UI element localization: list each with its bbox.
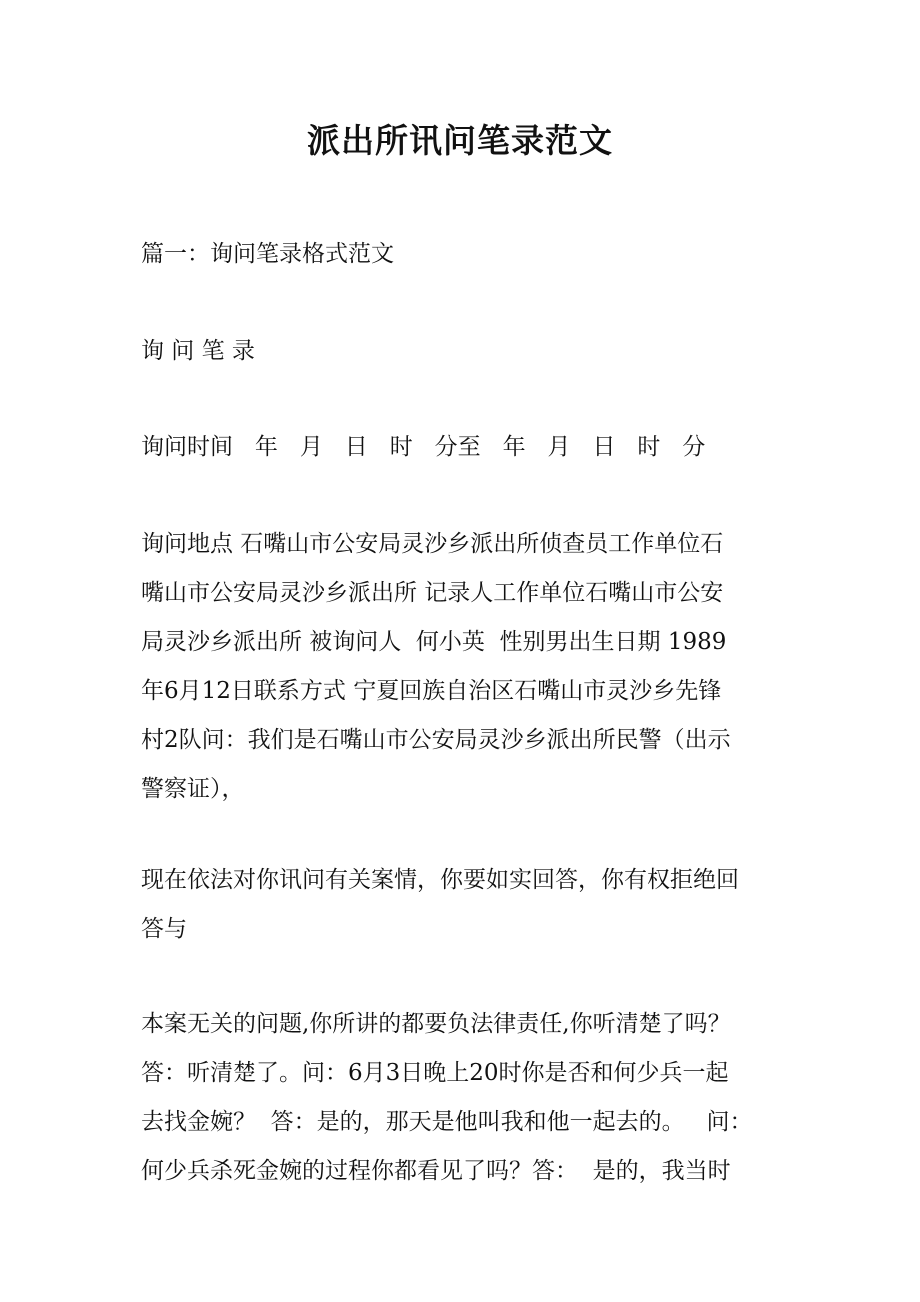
paragraph-rights-notice: [141, 856, 801, 954]
paragraph-line: 答与: [141, 916, 187, 942]
section-heading: [141, 230, 801, 279]
paragraph-location-info: [141, 520, 801, 814]
record-heading: [141, 327, 801, 376]
paragraph-line: 嘴山市公安局灵沙乡派出所 记录人工作单位石嘴山市公安: [141, 580, 724, 606]
paragraph-line: 本案无关的问题,你所讲的都要负法律责任,你听清楚了吗？: [141, 1011, 731, 1037]
paragraph-line: 何少兵杀死金婉的过程你都看见了吗？答： 是的，我当时: [141, 1158, 731, 1184]
paragraph-line: 警察证），: [141, 776, 245, 802]
time-line: [141, 423, 801, 472]
time-line-text: 询问时间 年 月 日 时 分至 年 月 日 时 分: [141, 434, 706, 460]
paragraph-line: 现在依法对你讯问有关案情，你要如实回答，你有权拒绝回: [141, 867, 739, 893]
paragraph-line: 询问地点 石嘴山市公安局灵沙乡派出所侦查员工作单位石: [141, 531, 724, 557]
record-heading-text: 询 问 笔 录: [141, 338, 255, 364]
paragraph-questioning: [141, 1000, 801, 1196]
document-title: 派出所讯问笔录范文: [307, 121, 613, 160]
paragraph-line: 局灵沙乡派出所 被询问人 何小英 性别男出生日期 1989: [141, 629, 727, 655]
paragraph-line: 村2队问：我们是石嘴山市公安局灵沙乡派出所民警（出示: [141, 727, 731, 753]
paragraph-line: 年6月12日联系方式 宁夏回族自治区石嘴山市灵沙乡先锋: [141, 678, 722, 704]
paragraph-line: 去找金婉？ 答：是的，那天是他叫我和他一起去的。 问：: [141, 1109, 753, 1135]
paragraph-line: 答：听清楚了。问：6月3日晚上20时你是否和何少兵一起: [141, 1060, 729, 1086]
section-heading-text: 篇一：询问笔录格式范文: [141, 241, 394, 267]
